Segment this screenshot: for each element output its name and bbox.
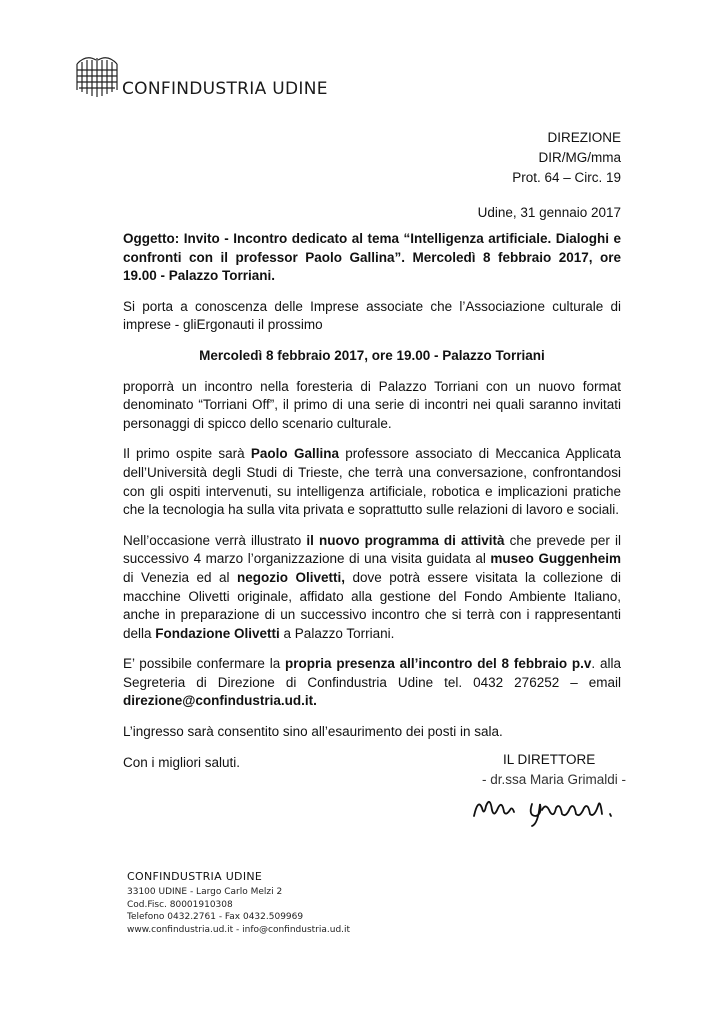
handwritten-signature-icon (470, 786, 630, 828)
footer-web-email[interactable]: www.confindustria.ud.it - info@confindustria.ud.it (127, 924, 351, 935)
footer-phone: Telefono 0432.2761 - Fax 0432.509969 (127, 912, 304, 923)
signatory-name: - dr.ssa Maria Grimaldi - (482, 772, 627, 787)
paragraph-rsvp: E’ possibile confermare la propria presenza all’incontro del 8 febbraio p.v. alla Segreteria di Direzione di Confindustria Udine tel. 0432 276252 – email direzione@confindustria.ud.it. (123, 656, 621, 709)
letterhead-logo (74, 52, 374, 104)
department: DIREZIONE (547, 130, 621, 145)
closing-greeting: Con i migliori saluti. (123, 754, 241, 770)
footer-address: 33100 UDINE - Largo Carlo Melzi 2 (127, 887, 283, 897)
footer-org-name: CONFINDUSTRIA UDINE (127, 870, 263, 883)
org-name: CONFINDUSTRIA UDINE (122, 79, 328, 99)
paragraph-intro: Si porta a conoscenza delle Imprese associate che l’Associazione culturale di imprese - gliErgonauti il prossimo (123, 298, 621, 333)
subject-line: Oggetto: Invito - Incontro dedicato al tema “Intelligenza artificiale. Dialoghi e confronti con il professor Paolo Gallina”. Mercoledì 8 febbraio 2017, ore 19.00 - Palazzo Torriani. (123, 231, 621, 284)
letterhead-footer (127, 870, 350, 936)
header-reference (512, 128, 621, 188)
letter-body (123, 230, 621, 784)
confindustria-eagle-logo-icon (74, 52, 120, 98)
reference-code: DIR/MG/mma (538, 150, 621, 165)
event-line: Mercoledì 8 febbraio 2017, ore 19.00 - Palazzo Torriani (199, 347, 545, 363)
paragraph-program: Nell’occasione verrà illustrato il nuovo programma di attività che prevede per il successivo 4 marzo l’organizzazione di una visita guidata al museo Guggenheim di Venezia ed al negozio Olivetti, dove potrà essere visitata la collezione di macchine Olivetti originale, affidato alla gestione del Fondo Ambiente Italiano, anche in preparazione di un successivo incontro che si terrà con i rappresentanti della Fondazione Olivetti a Palazzo Torriani. (123, 532, 622, 641)
signatory-title: IL DIRETTORE (503, 752, 596, 767)
protocol-number: Prot. 64 – Circ. 19 (512, 170, 621, 185)
paragraph-entry: L’ingresso sarà consentito sino all’esaurimento dei posti in sala. (123, 724, 503, 740)
paragraph-format: proporrà un incontro nella foresteria di Palazzo Torriani con un nuovo format denominato “Torriani Off”, il primo di una serie di incontri nei quali saranno invitati personaggi di spicco dello scenario culturale. (123, 378, 621, 431)
email-link[interactable]: direzione@confindustria.ud.it. (123, 693, 317, 709)
footer-tax-code: Cod.Fisc. 80001910308 (127, 899, 233, 910)
letter-date: Udine, 31 gennaio 2017 (477, 205, 621, 220)
paragraph-guest: Il primo ospite sarà Paolo Gallina professore associato di Meccanica Applicata dell’Università degli Studi di Trieste, che terrà una conversazione, confrontandosi con gli ospiti intervenuti, su intelligenza artificiale, robotica e implicazioni pratiche che la tecnologia ha sulla vita privata e soprattutto sulle relazioni di lavoro e sociali. (123, 446, 621, 518)
